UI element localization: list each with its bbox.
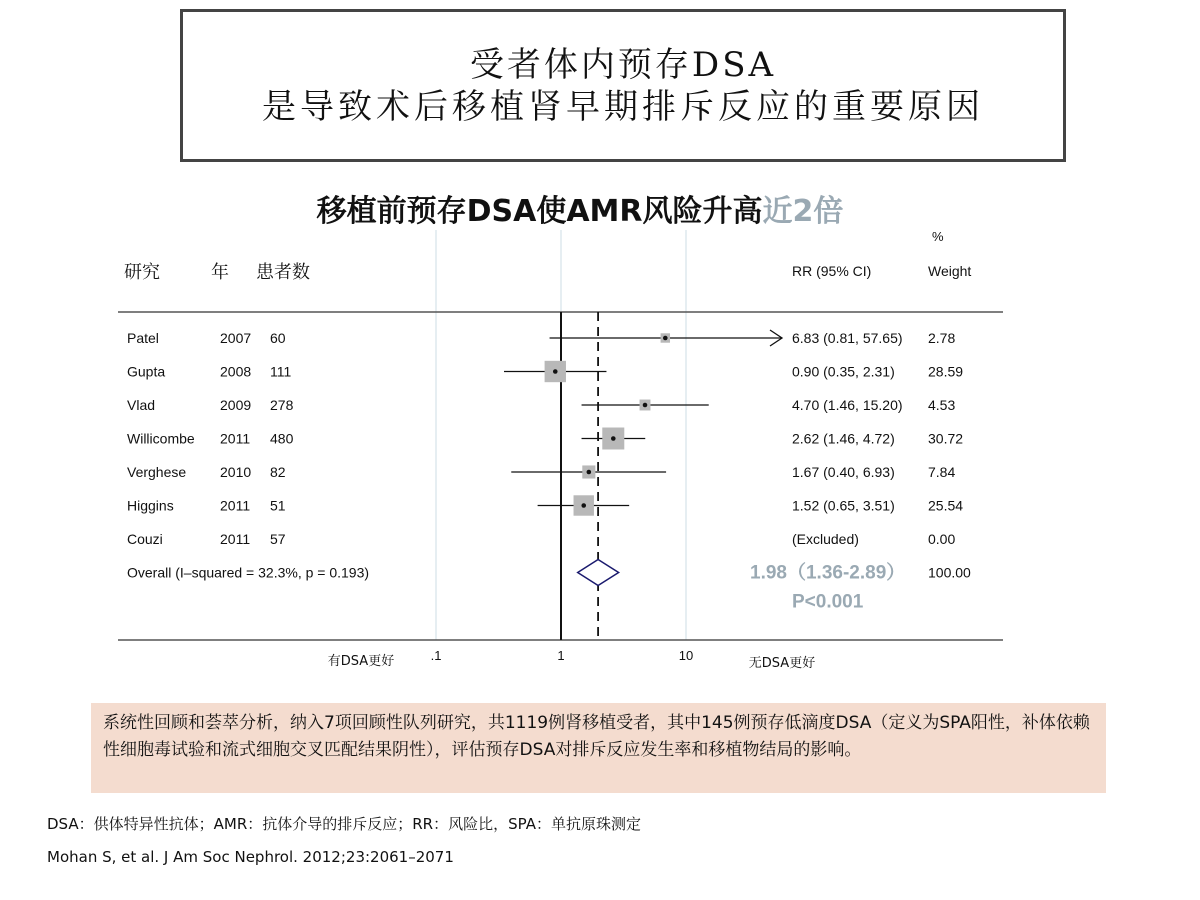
study-name: Verghese <box>127 464 187 480</box>
citation: Mohan S, et al. J Am Soc Nephrol. 2012;23:2061–2071 <box>47 848 454 866</box>
point-estimate <box>643 403 648 408</box>
study-year: 2008 <box>220 363 252 380</box>
subtitle-highlight: 近2倍 <box>762 194 844 229</box>
study-n: 480 <box>270 430 294 447</box>
study-year: 2010 <box>220 464 252 480</box>
study-name: Couzi <box>127 531 163 547</box>
study-year: 2009 <box>220 397 252 413</box>
study-rr-text: 2.62 (1.46, 4.72) <box>792 430 895 447</box>
study-year: 2011 <box>220 531 251 547</box>
header-weight-unit: % <box>932 229 944 244</box>
x-tick-label: 10 <box>678 648 694 663</box>
summary-note: 系统性回顾和荟萃分析，纳入7项回顾性队列研究，共1119例肾移植受者，其中145例预存低滴度DSA（定义为SPA阳性，补体依赖性细胞毒试验和流式细胞交叉匹配结果阴性），评估预存DSA对排斥反应发生率和移植物结局的影响。 <box>91 703 1106 793</box>
favours-right-label: 无DSA更好 <box>748 656 816 671</box>
study-rr-text: 1.52 (0.65, 3.51) <box>792 497 895 514</box>
header-weight: Weight <box>928 263 972 279</box>
header-box <box>180 9 1066 162</box>
study-weight: 28.59 <box>928 363 964 380</box>
forest-plot <box>0 220 1200 680</box>
study-year: 2011 <box>220 430 251 447</box>
study-year: 2007 <box>220 330 252 346</box>
x-tick-label: 1 <box>557 648 565 663</box>
study-n: 82 <box>270 464 286 480</box>
study-n: 51 <box>270 497 286 514</box>
study-name: Willicombe <box>127 430 195 447</box>
study-weight: 7.84 <box>928 464 956 480</box>
point-estimate <box>611 436 616 441</box>
overall-diamond <box>578 560 619 586</box>
study-rr-text: 4.70 (1.46, 15.20) <box>792 397 903 413</box>
study-name: Gupta <box>127 363 166 380</box>
study-weight: 30.72 <box>928 430 964 447</box>
header-rr: RR (95% CI) <box>792 263 872 279</box>
point-estimate <box>587 470 592 475</box>
study-n: 278 <box>270 397 294 413</box>
study-rr-text: 1.67 (0.40, 6.93) <box>792 464 895 480</box>
overall-rr-text: 1.98（1.36-2.89） <box>750 562 906 584</box>
study-rr-text: (Excluded) <box>792 531 859 547</box>
header-title-line2: 是导致术后移植肾早期排斥反应的重要原因 <box>262 86 984 127</box>
point-estimate <box>581 503 586 508</box>
overall-p-value: P<0.001 <box>792 591 864 613</box>
point-estimate <box>663 336 668 341</box>
header-title-line1: 受者体内预存DSA <box>469 44 777 85</box>
x-tick-label: .1 <box>430 648 442 663</box>
study-weight: 4.53 <box>928 397 956 413</box>
study-weight: 0.00 <box>928 531 956 547</box>
overall-label: Overall (I–squared = 32.3%, p = 0.193) <box>127 564 370 581</box>
study-rr-text: 0.90 (0.35, 2.31) <box>792 363 895 380</box>
header-year: 年 <box>211 262 229 283</box>
study-name: Vlad <box>127 397 156 413</box>
point-estimate <box>553 369 558 374</box>
study-name: Patel <box>127 330 159 346</box>
header-study: 研究 <box>124 262 160 283</box>
study-n: 111 <box>270 363 292 380</box>
favours-left-label: 有DSA更好 <box>327 654 395 669</box>
study-weight: 2.78 <box>928 330 956 346</box>
overall-weight: 100.00 <box>928 564 971 581</box>
header-n: 患者数 <box>256 262 310 283</box>
abbreviations: DSA：供体特异性抗体；AMR：抗体介导的排斥反应；RR：风险比，SPA：单抗原珠测定 <box>47 815 641 833</box>
study-n: 57 <box>270 531 286 547</box>
study-rr-text: 6.83 (0.81, 57.65) <box>792 330 903 346</box>
study-weight: 25.54 <box>928 497 964 514</box>
study-n: 60 <box>270 330 286 346</box>
study-name: Higgins <box>127 497 174 514</box>
subtitle-main: 移植前预存DSA使AMR风险升高 <box>316 194 763 229</box>
study-year: 2011 <box>220 497 251 514</box>
